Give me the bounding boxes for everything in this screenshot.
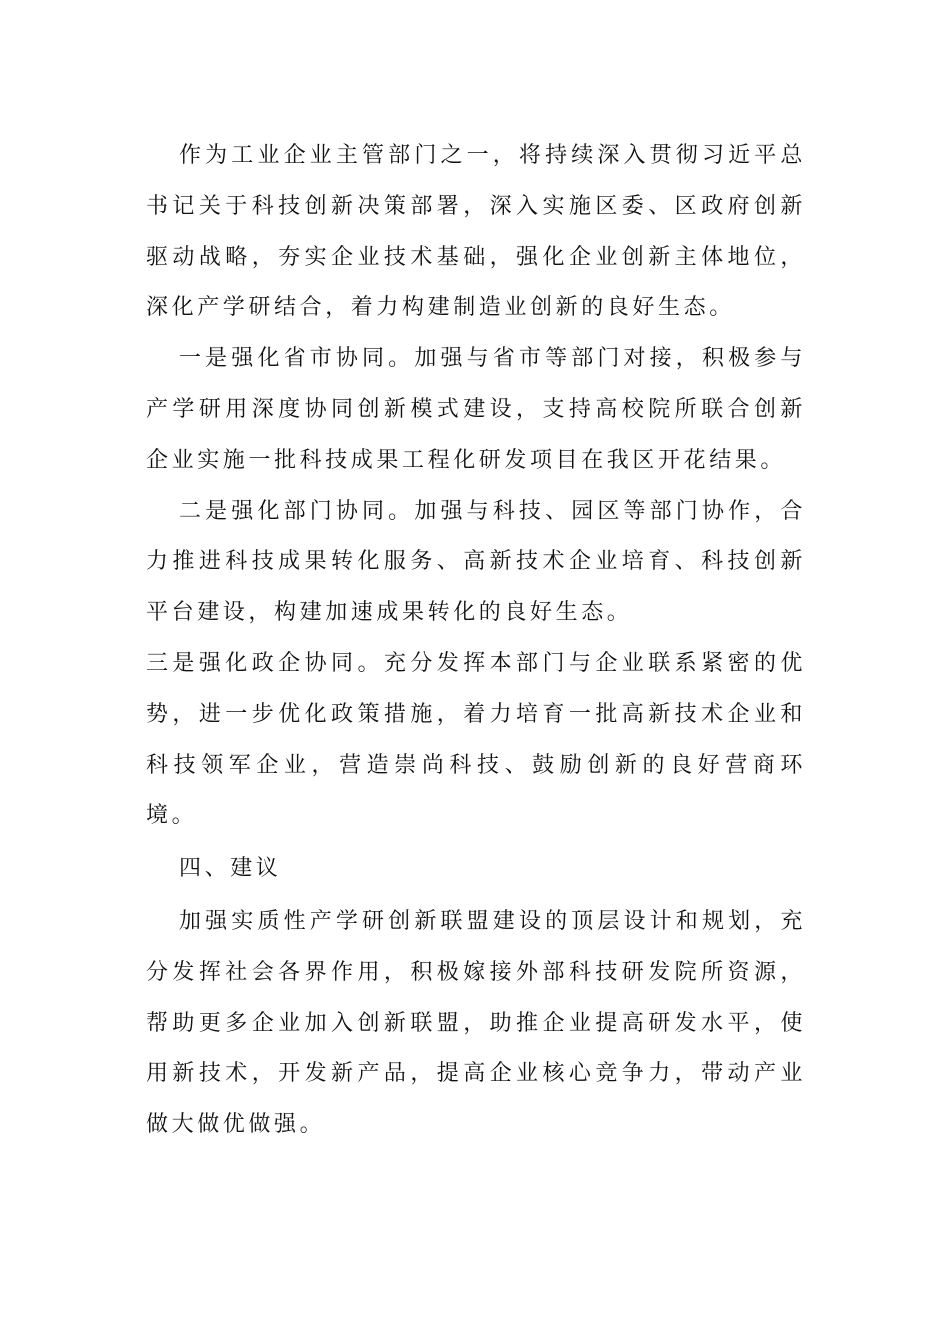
paragraph-provincial-coordination: 一是强化省市协同。加强与省市等部门对接，积极参与产学研用深度协同创新模式建设，支持高校院所联合创新企业实施一批科技成果工程化研发项目在我区开花结果。	[146, 346, 806, 473]
paragraph-department-coordination: 二是强化部门协同。加强与科技、园区等部门协作，合力推进科技成果转化服务、高新技术企业培育、科技创新平台建设，构建加速成果转化的良好生态。	[146, 498, 806, 626]
paragraph-intro: 作为工业企业主管部门之一，将持续深入贯彻习近平总书记关于科技创新决策部署，深入实施区委、区政府创新驱动战略，夯实企业技术基础，强化企业创新主体地位，深化产学研结合，着力构建制造业创新的良好生态。	[146, 143, 806, 321]
document-body	[146, 131, 806, 1151]
section-heading-suggestions: 四、建议	[179, 856, 282, 882]
paragraph-suggestions: 加强实质性产学研创新联盟建设的顶层设计和规划，充分发挥社会各界作用，积极嫁接外部科技研发院所资源，帮助更多企业加入创新联盟，助推企业提高研发水平，使用新技术，开发新产品，提高企业核心竞争力，带动产业做大做优做强。	[146, 908, 806, 1138]
paragraph-government-enterprise-coordination: 三是强化政企协同。充分发挥本部门与企业联系紧密的优势，进一步优化政策措施，着力培育一批高新技术企业和科技领军企业，营造崇尚科技、鼓励创新的良好营商环境。	[146, 650, 806, 829]
